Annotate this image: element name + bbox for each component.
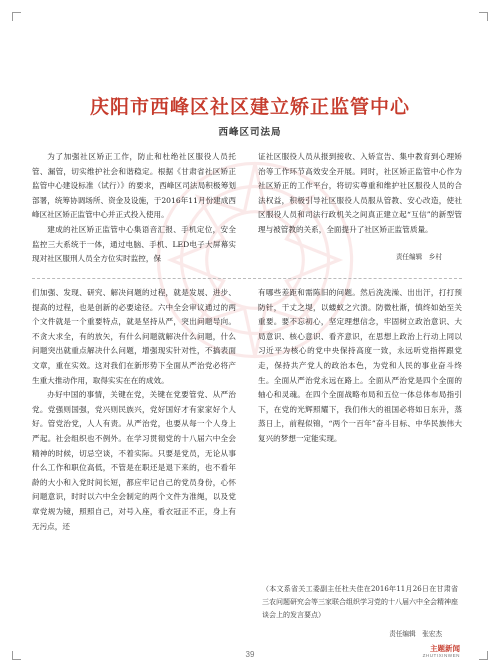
paragraph: 办好中国的事情，关键在党，关键在党要管党、从严治党。党强则国强，党兴则民族兴，党好国好才有家家好个人好。管党治党，人人有责。从严治党，也要从每一个人身上严起。社会组织也不例外。在学习贯彻党的十八届六中全会精神的时候，切忌空谈，不着实际。只要是党员，无论从事什么工作和职位高低，不管是在职还是退下来的，也不看年龄的大小和入党时间长短，都应牢记自己的党员身份，心怀问题意识，时时以六中全会制定的两个文件为准绳，以及党章党规为镜，照照自己，对号入座，看衣冠正不正，身上有无污点，还 [32, 390, 236, 531]
paragraph: 们加强、发现、研究、解决问题的过程，就是发展、进步、提高的过程，也是创新的必要途径。六中全会审议通过的两个文件就是一个重要特点，就是坚持从严，突出问题导向。不贪大求全，有的放矢，有什么问题就解决什么问题，什么问题突出就重点解决什么问题，增强现实针对性，不搞表面文章，重在实效。这对我们在新形势下全面从严治党必将产生重大推动作用，取得实实在在的成效。 [32, 288, 236, 385]
source-note: （本文系省关工委副主任杜夫佳在2016年11月26日在甘肃省三农问题研究会等三家联合组织学习党的十八届六中全会精神座谈会上的发言要点） [262, 585, 458, 619]
logo-main-text: 主题新闻 [430, 644, 460, 653]
section-divider [32, 278, 462, 279]
paragraph: 有哪些差距和需陈旧的问题。然后洗洗澡、出出汗，打打预防针，干丈之堤，以蝼蚁之穴溃。防微杜渐，慎终如始至关重要。要不忘初心，坚定理想信念，牢固树立政治意识、大局意识、核心意识、看齐意识，在思想上政治上行动上同以习近平为核心的党中央保持高度一致，永远听党指挥跟党走，保持共产党人的政治本色，为党和人民的事业奋斗终生。全面从严治党永远在路上。全面从严治党是四个全面的轴心和灵魂。在四个全面战略布局和五位一体总体布局指引下，在党的光辉照耀下，我们伟大的祖国必将如日东升，蒸蒸日上，前程似锦，“两个一百年”奋斗目标、中华民族伟大复兴的梦想一定能实现。 [258, 288, 462, 443]
article-byline: 西峰区司法局 [218, 127, 282, 138]
continued-column-left [32, 286, 236, 626]
page-number: 39 [245, 650, 255, 659]
paragraph: 建成的社区矫正监管中心集语音汇报、手机定位，安全监控三大系统于一体，通过电脑、手机、LED电子大屏幕实现对社区服刑人员全方位实时监控，保 [32, 224, 236, 264]
paragraph: 为了加强社区矫正工作，防止和杜绝社区服役人员托管、漏管，切实维护社会和谐稳定。根据《甘肃省社区矫正监管中心建设标准（试行）》的要求，西峰区司法局积极筹划部署，统筹协调场所、资金及设施，于2016年11月份建成西峰区社区矫正监管中心并正式投入使用。 [32, 152, 236, 220]
editor-credit: 责任编辑 张宏杰 [389, 630, 442, 638]
article-column-1 [32, 150, 236, 272]
article-column-2 [258, 150, 462, 250]
article-title: 庆阳市西峰区社区建立矫正监管中心 [89, 96, 410, 118]
continued-column-right [258, 286, 462, 528]
crop-mark-top-right [479, 12, 488, 21]
crop-mark-top-left [12, 12, 21, 21]
section-logo [423, 644, 460, 659]
paragraph: 证社区服役人员从报到接收、入矫宣告、集中教育到心理矫治等工作环节高效安全开展。同时，社区矫正监管中心作为社区矫正的工作平台，将切实尊重和维护社区服役人员的合法权益，积极引导社区服役人员服从管教、安心改造，使社区服役人员和司法行政机关之间真正建立起“互信”的新型管理与被管教的关系，全面提升了社区矫正监管质量。 [258, 152, 462, 234]
editor-credit: 责任编辑 乡村 [395, 253, 442, 261]
logo-sub-text: ZHUTIXINWEN [422, 653, 460, 658]
